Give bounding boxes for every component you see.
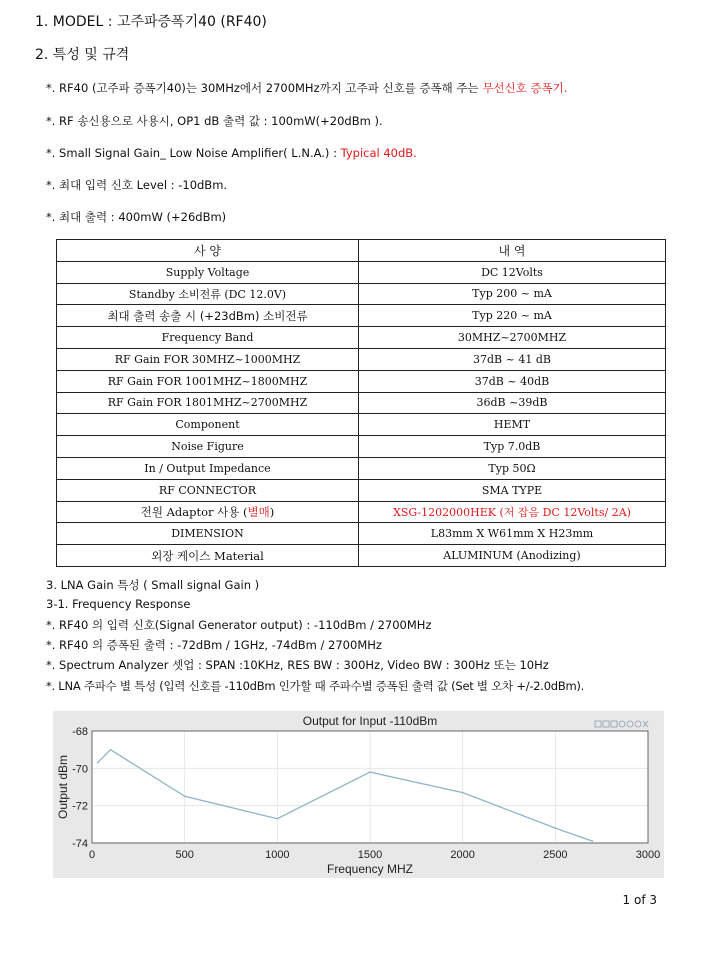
row-label: RF Gain FOR 1801MHZ~2700MHZ [57,392,359,414]
toolbar-copy-icon[interactable] [603,721,609,727]
row-label: 최대 출력 송출 시 (+23dBm) 소비전류 [57,305,359,327]
row-value: DC 12Volts [359,261,666,283]
table-row [57,414,666,436]
row-label: Standby 소비전류 (DC 12.0V) [57,283,359,305]
table-row [57,523,666,545]
x-tick-label: 500 [175,849,194,861]
table-row [57,501,666,523]
row-value: HEMT [359,414,666,436]
table-row [57,348,666,370]
row-value: 37dB ~ 40dB [359,370,666,392]
row-label: Component [57,414,359,436]
lna-line-analyzer: *. Spectrum Analyzer 셋업 : SPAN :10KHz, RES BW : 300Hz, Video BW : 300Hz 또는 10Hz [46,658,549,672]
adaptor-label: 전원 Adaptor 사용 ( [140,504,248,519]
bullet-max-input: *. 최대 입력 신호 Level : -10dBm. [46,178,228,192]
page-number: 1 of 3 [622,893,657,907]
row-label: 외장 케이스 Material [57,545,359,567]
y-tick-label: -70 [72,763,88,776]
data-point [184,796,186,798]
row-label: Frequency Band [57,327,359,349]
y-tick-label: -68 [72,726,88,738]
adaptor-sold-separately: 별매 [247,504,270,519]
row-label: DIMENSION [57,523,359,545]
row-value: XSG-1202000HEK (저 잡음 DC 12Volts/ 2A) [359,501,666,523]
row-value: ALUMINUM (Anodizing) [359,545,666,567]
x-tick-label: 2000 [450,849,475,861]
table-row [57,436,666,458]
table-row [57,370,666,392]
row-label: RF Gain FOR 30MHZ~1000MHZ [57,348,359,370]
table-row [57,305,666,327]
x-tick-label: 1000 [265,849,290,861]
table-row [57,479,666,501]
x-tick-label: 2500 [543,849,568,861]
x-tick-label: 1500 [357,849,383,861]
header-spec: 사 양 [57,240,359,262]
spec-table-header [57,240,666,262]
table-row [57,327,666,349]
y-tick-label: -74 [72,838,88,850]
x-axis-label: Frequency MHZ [326,862,414,876]
row-label: In / Output Impedance [57,457,359,479]
row-value: 37dB ~ 41 dB [359,348,666,370]
chart-title: Output for Input -110dBm [302,714,438,728]
bullet-max-output: *. 최대 출력 : 400mW (+26dBm) [46,210,227,224]
bullet-tx: *. RF 송신용으로 사용시, OP1 dB 출력 값 : 100mW(+20dBm ). [46,114,383,128]
header-detail: 내 역 [359,240,666,262]
lna-heading: 3. LNA Gain 특성 ( Small signal Gain ) [46,578,260,592]
lna-line-input: *. RF40 의 입력 신호(Signal Generator output) : -110dBm / 2700MHz [46,618,432,632]
data-point [462,792,464,794]
row-label: RF CONNECTOR [57,479,359,501]
table-row [57,457,666,479]
table-row [57,261,666,283]
table-row [57,392,666,414]
row-label: Supply Voltage [57,261,359,283]
bullet-gain: *. Small Signal Gain_ Low Noise Amplifier( L.N.A.) : Typical 40dB. [46,146,417,160]
data-point [110,749,112,751]
toolbar-data-tip-icon[interactable] [611,721,617,727]
chart-toolbar[interactable] [595,721,648,727]
model-heading: 1. MODEL : 고주파증폭기40 (RF40) [35,14,267,30]
spec-heading: 2. 특성 및 규격 [35,47,130,63]
row-label: RF Gain FOR 1001MHZ~1800MHZ [57,370,359,392]
chart-svg [53,711,664,878]
adaptor-close-paren: ) [269,504,275,519]
row-label: Noise Figure [57,436,359,458]
lna-subheading: 3-1. Frequency Response [46,597,191,611]
row-value: L83mm X W61mm X H23mm [359,523,666,545]
row-value: 30MHZ~2700MHZ [359,327,666,349]
x-tick-label: 3000 [635,849,661,861]
toolbar-home-icon[interactable] [643,721,648,727]
spec-table [56,239,666,567]
row-value: Typ 220 ~ mA [359,305,666,327]
toolbar-zoom-in-icon[interactable] [627,721,633,727]
row-value: Typ 200 ~ mA [359,283,666,305]
toolbar-save-icon[interactable] [595,721,601,727]
x-tick-label: 0 [88,849,96,861]
bullet-rf40: *. RF40 (고주파 증폭기40)는 30MHz에서 2700MHz까지 고주파 신호를 증폭해 주는 무선신호 증폭기. [46,81,568,95]
data-point [97,762,99,764]
table-row [57,545,666,567]
row-value: SMA TYPE [359,479,666,501]
data-point [555,827,557,829]
row-value: Typ 7.0dB [359,436,666,458]
frequency-response-chart [53,711,664,878]
row-value: Typ 50Ω [359,457,666,479]
table-row [57,283,666,305]
toolbar-zoom-out-icon[interactable] [635,721,641,727]
row-label [57,501,359,523]
data-point [277,818,279,820]
y-tick-label: -72 [72,800,88,813]
lna-line-output: *. RF40 의 증폭된 출력 : -72dBm / 1GHz, -74dBm / 2700MHz [46,638,382,652]
toolbar-pan-icon[interactable] [619,721,625,727]
y-axis-label: Output dBm [56,754,70,820]
data-point [369,771,371,773]
row-value: 36dB ~39dB [359,392,666,414]
data-point [592,840,594,842]
lna-line-characteristic: *. LNA 주파수 별 특성 (입력 신호를 -110dBm 인가할 때 주파수별 증폭된 출력 값 (Set 별 오차 +/-2.0dBm). [46,679,585,693]
